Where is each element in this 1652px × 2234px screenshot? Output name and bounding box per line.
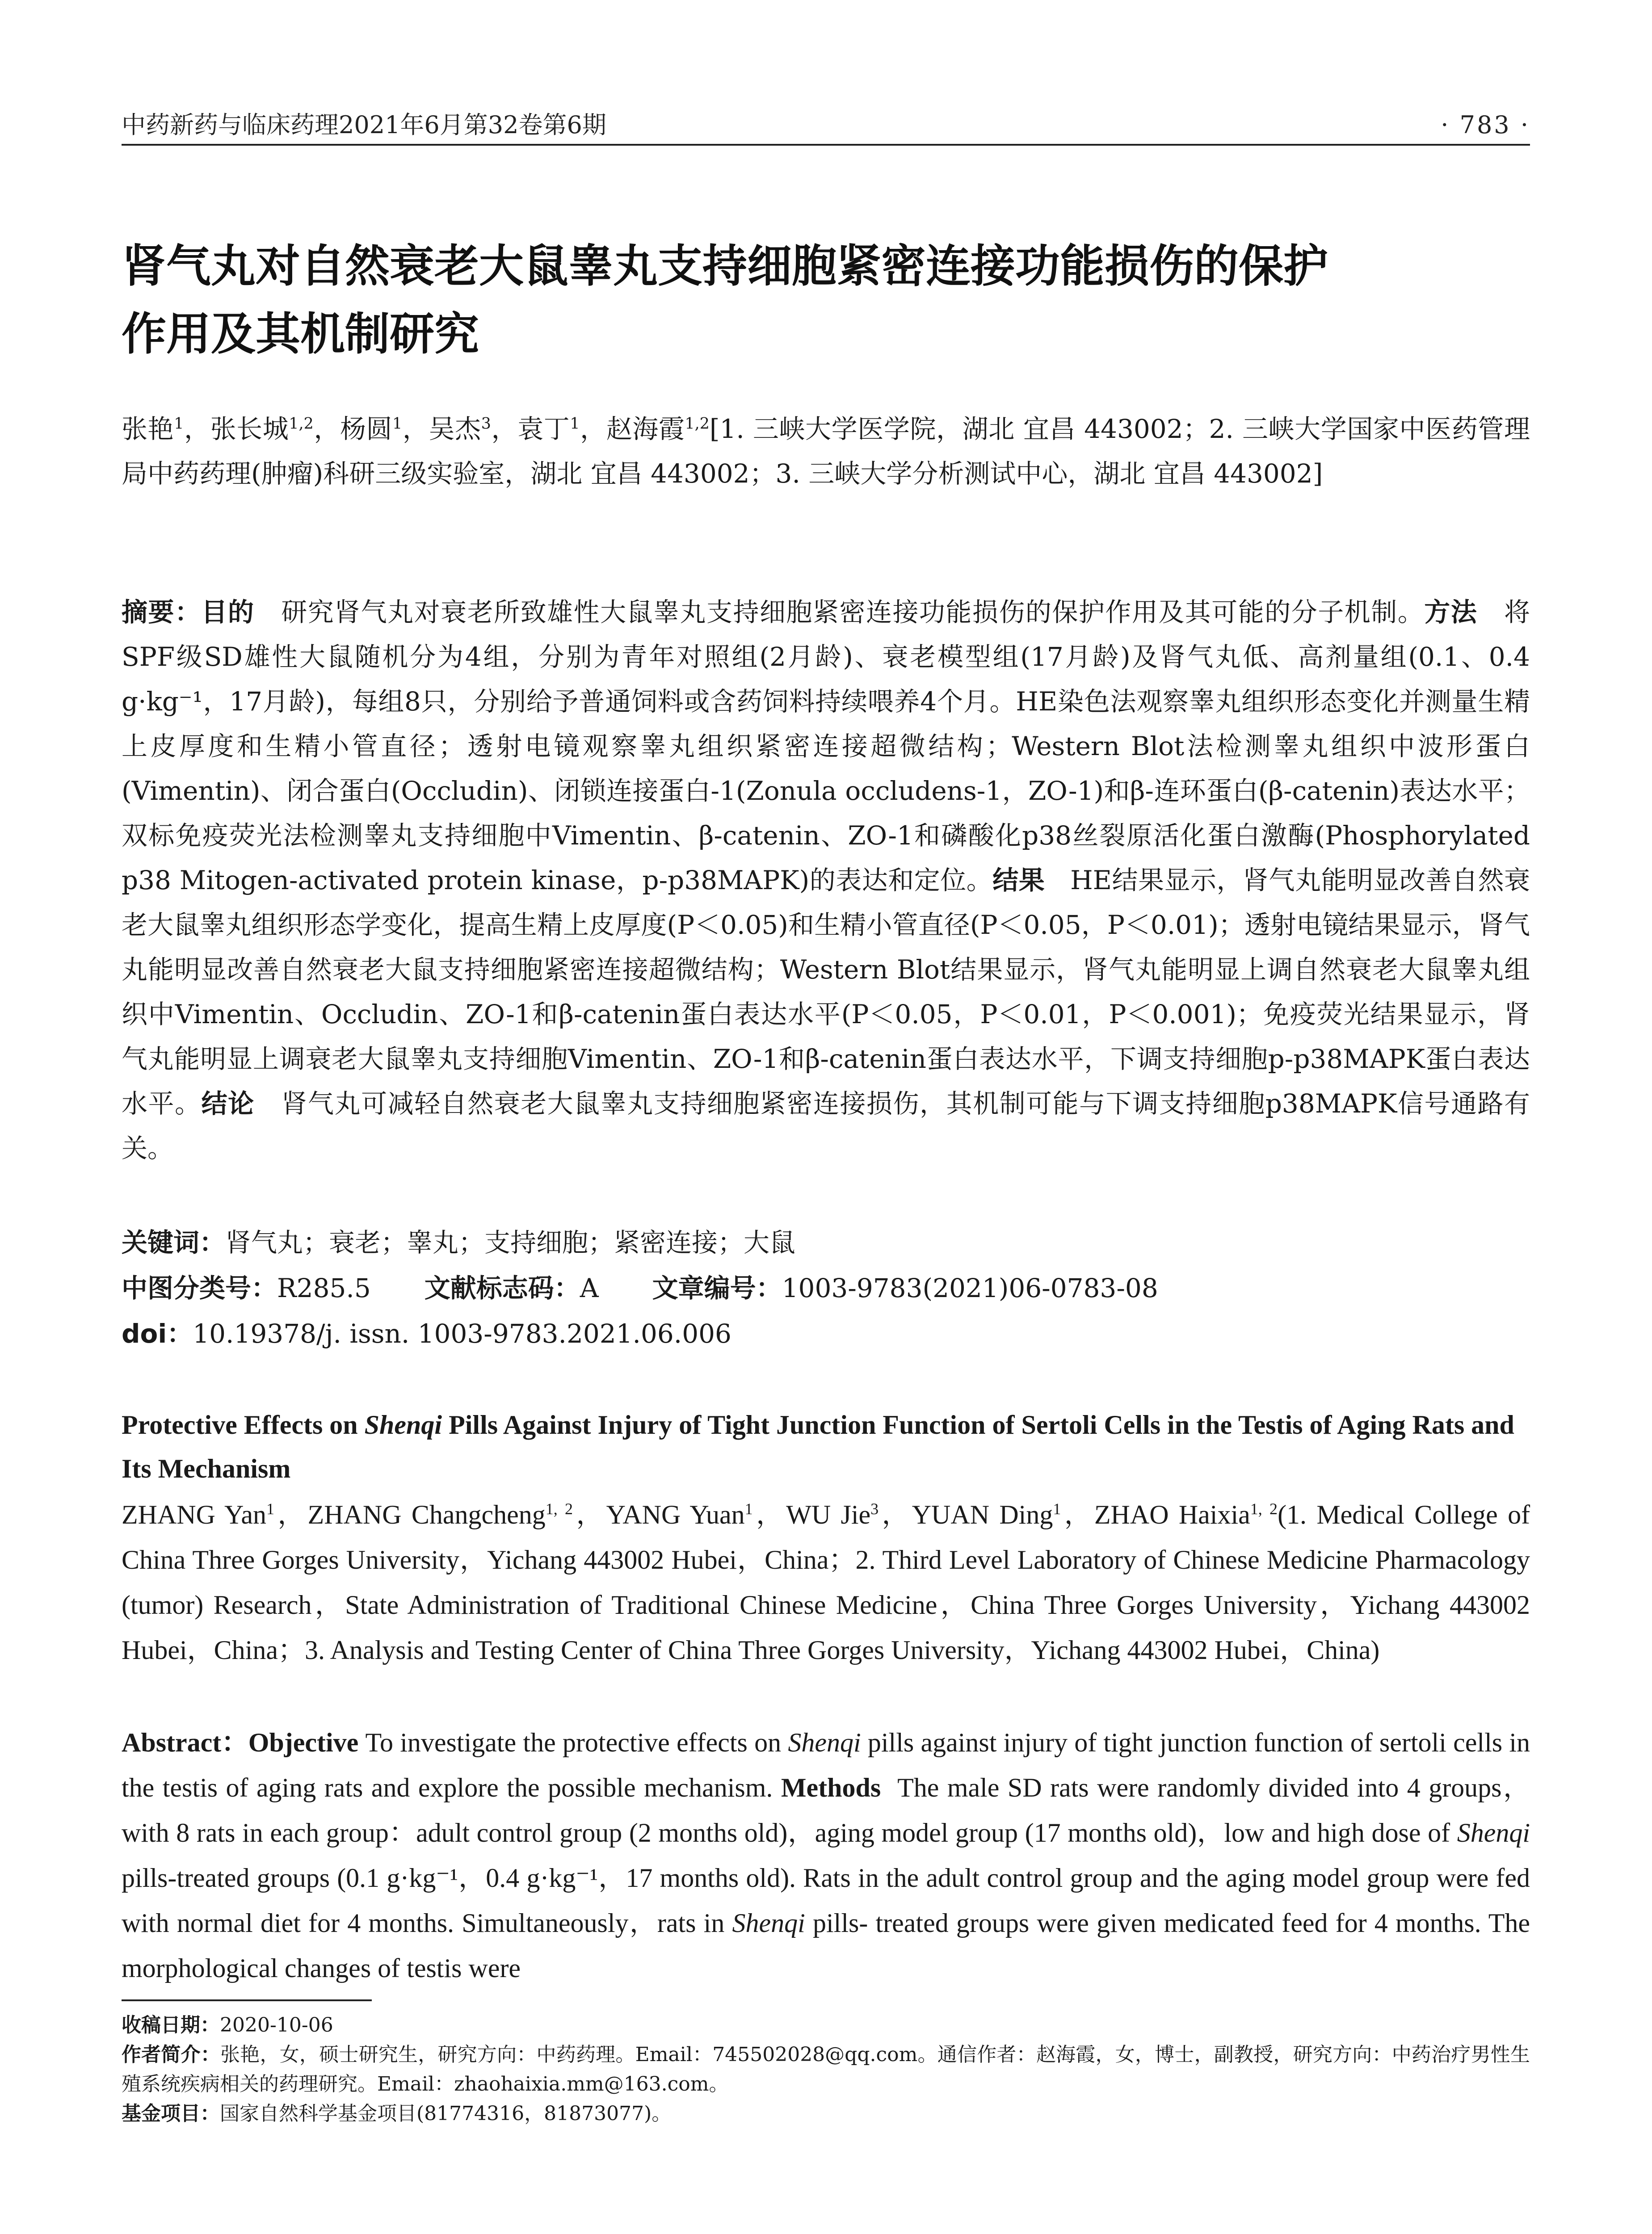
fund: 国家自然科学基金项目(81774316，81873077)。: [220, 2102, 672, 2125]
cn-author-affiliation: 1,2: [685, 415, 710, 433]
cn-author: 张长城: [210, 414, 289, 444]
en-title-italic: Shenqi: [364, 1410, 442, 1440]
english-abstract: [122, 1720, 1530, 1991]
cn-author-affiliation: 1: [570, 415, 580, 433]
cn-results-text: HE结果显示，肾气丸能明显改善自然衰老大鼠睾丸组织形态学变化，提高生精上皮厚度(P＜0.05)和生精小管直径(P＜0.05，P＜0.01)；透射电镜结果显示，肾气丸能明显改善自然衰老大鼠支持细胞紧密连接超微结构；Western Blot结果显示，肾气丸能明显上调自然衰老大鼠睾丸组织中Vimentin、Occludin、ZO-1和β-catenin蛋白表达水平(P＜0.05，P＜0.01，P＜0.001)；免疫荧光结果显示，肾气丸能明显上调衰老大鼠睾丸支持细胞Vimentin、ZO-1和β-catenin蛋白表达水平，下调支持细胞p-p38MAPK蛋白表达水平。: [122, 865, 1530, 1119]
en-title-text: Protective Effects on: [122, 1410, 365, 1440]
cn-author: 赵海霞: [606, 414, 685, 444]
cn-author: 张艳: [122, 414, 174, 444]
en-author-separator: ，: [752, 1500, 786, 1529]
en-author: ZHANG Changcheng: [307, 1500, 546, 1529]
chinese-abstract: [122, 590, 1530, 1171]
cn-author-affiliation: 1,2: [289, 415, 314, 433]
english-authors: [122, 1492, 1530, 1673]
en-author-separator: ，: [1061, 1500, 1094, 1529]
en-author-affiliation: 1: [266, 1500, 274, 1518]
cn-author-separator: ，: [491, 414, 518, 444]
article-number: 1003-9783(2021)06-0783-08: [782, 1273, 1158, 1303]
cn-objective-text: 研究肾气丸对衰老所致雄性大鼠睾丸支持细胞紧密连接功能损伤的保护作用及其可能的分子机制。: [281, 597, 1425, 627]
en-objective-label: Objective: [248, 1728, 359, 1757]
en-author-affiliation: 1, 2: [545, 1500, 573, 1518]
cn-objective-label: 目的: [201, 597, 255, 627]
chinese-authors: [122, 407, 1530, 496]
received-date: 2020-10-06: [220, 2014, 333, 2037]
cn-results-label: 结果: [992, 865, 1045, 895]
en-author: WU Jie: [786, 1500, 871, 1529]
en-author-affiliation: 3: [870, 1500, 879, 1518]
keywords-label: 关键词：: [122, 1227, 226, 1258]
clc-number: R285.5: [277, 1273, 371, 1303]
cn-author-separator: ，: [402, 414, 429, 444]
author-bio-label: 作者简介：: [122, 2043, 221, 2066]
document-code: A: [580, 1273, 599, 1303]
keywords: 肾气丸；衰老；睾丸；支持细胞；紧密连接；大鼠: [225, 1227, 796, 1258]
en-objective-italic: Shenqi: [788, 1728, 861, 1757]
received-date-line: [122, 2011, 1530, 2040]
en-affiliations: (1. Medical College of China Three Gorges University，Yichang 443002 Hubei，China；2. Third Level Laboratory of Chinese Medicine Pharmacology (tumor) Research，State Administration of Traditional Chinese Medicine，China Three Gorges University，Yichang 443002 Hubei，China；3. Analysis and Testing Center of China Three Gorges University，Yichang 443002 Hubei，China): [122, 1500, 1530, 1665]
cn-abstract-label: 摘要：: [122, 597, 202, 627]
en-author-affiliation: 1: [744, 1500, 753, 1518]
doi-line: [122, 1311, 1530, 1356]
en-methods-italic-2: Shenqi: [732, 1908, 805, 1938]
keywords-line: [122, 1220, 1530, 1265]
en-author-affiliation: 1: [1053, 1500, 1061, 1518]
cn-author-separator: ，: [313, 414, 340, 444]
fund-label: 基金项目：: [122, 2102, 220, 2125]
author-bio: 张艳，女，硕士研究生，研究方向：中药药理。Email：745502028@qq.com。通信作者：赵海霞，女，博士，副教授，研究方向：中药治疗男性生殖系统疾病相关的药理研究。Email：zhaohaixia.mm@163.com。: [122, 2043, 1530, 2095]
cn-author-affiliation: 3: [481, 415, 491, 433]
en-author: ZHANG Yan: [122, 1500, 266, 1529]
received-label: 收稿日期：: [122, 2014, 220, 2037]
doi: 10.19378/j. issn. 1003-9783.2021.06.006: [193, 1319, 731, 1349]
en-methods-label: Methods: [781, 1773, 881, 1802]
en-author-separator: ，: [573, 1500, 606, 1529]
cn-author-separator: ，: [184, 414, 210, 444]
author-bio-line: [122, 2040, 1530, 2099]
cn-author-affiliation: 1: [174, 415, 184, 433]
chinese-title-line-2: 作用及其机制研究: [122, 308, 479, 360]
en-abstract-label: Abstract：: [122, 1728, 248, 1757]
footnote-divider: [122, 1999, 372, 2001]
cn-author: 吴杰: [429, 414, 481, 444]
en-author-separator: ，: [274, 1500, 308, 1529]
english-title: [122, 1403, 1530, 1491]
footnotes: [122, 2011, 1530, 2129]
chinese-metadata: [122, 1220, 1530, 1356]
en-objective-text: To investigate the protective effects on: [365, 1728, 788, 1757]
cn-author-affiliation: 1: [392, 415, 403, 433]
cn-author-separator: ，: [580, 414, 606, 444]
cn-affiliations: [1. 三峡大学医学院，湖北 宜昌 443002；2. 三峡大学国家中医药管理局中药药理(肿瘤)科研三级实验室，湖北 宜昌 443002；3. 三峡大学分析测试中心，湖北 宜昌 443002]: [122, 414, 1530, 489]
classification-line: [122, 1265, 1530, 1311]
document-code-label: 文献标志码：: [424, 1273, 580, 1303]
en-methods-italic: Shenqi: [1457, 1818, 1530, 1848]
en-author: YUAN Ding: [912, 1500, 1053, 1529]
en-author-affiliation: 1, 2: [1250, 1500, 1278, 1518]
cn-conclusion-label: 结论: [201, 1088, 255, 1119]
chinese-title-line-1: 肾气丸对自然衰老大鼠睾丸支持细胞紧密连接功能损伤的保护: [122, 240, 1328, 292]
en-methods-text: The male SD rats were randomly divided into 4 groups，with 8 rats in each group：adult control group (2 months old)，aging model group (17 months old)，low and high dose of: [122, 1773, 1530, 1848]
en-methods-text-2: pills-treated groups (0.1 g·kg⁻¹，0.4 g·kg⁻¹，17 months old). Rats in the adult control group and the aging model group were fed with normal diet for 4 months. Simultaneously，rats in: [122, 1863, 1530, 1938]
en-title-text-rest: Pills Against Injury of Tight Junction Function of Sertoli Cells in the Testis of Aging Rats and Its Mechanism: [122, 1410, 1514, 1483]
page-number: · 783 ·: [1441, 111, 1530, 139]
article-number-label: 文章编号：: [652, 1273, 782, 1303]
en-author: YANG Yuan: [606, 1500, 745, 1529]
cn-methods-text: 将SPF级SD雄性大鼠随机分为4组，分别为青年对照组(2月龄)、衰老模型组(17月龄)及肾气丸低、高剂量组(0.1、0.4 g·kg⁻¹，17月龄)，每组8只，分别给予普通饲料或含药饲料持续喂养4个月。HE染色法观察睾丸组织形态变化并测量生精上皮厚度和生精小管直径；透射电镜观察睾丸组织紧密连接超微结构；Western Blot法检测睾丸组织中波形蛋白(Vimentin)、闭合蛋白(Occludin)、闭锁连接蛋白-1(Zonula occludens-1，ZO-1)和β-连环蛋白(β-catenin)表达水平；双标免疫荧光法检测睾丸支持细胞中Vimentin、β-catenin、ZO-1和磷酸化p38丝裂原活化蛋白激酶(Phosphorylated p38 Mitogen-activated protein kinase，p-p38MAPK)的表达和定位。: [122, 597, 1530, 895]
chinese-title: [122, 232, 1530, 368]
en-author-separator: ，: [879, 1500, 912, 1529]
cn-author: 杨圆: [340, 414, 393, 444]
doi-label: doi：: [122, 1319, 193, 1349]
en-author: ZHAO Haixia: [1094, 1500, 1250, 1529]
cn-conclusion-text: 肾气丸可减轻自然衰老大鼠睾丸支持细胞紧密连接损伤，其机制可能与下调支持细胞p38MAPK信号通路有关。: [122, 1088, 1530, 1163]
fund-line: [122, 2099, 1530, 2129]
running-head: [122, 106, 1530, 146]
cn-methods-label: 方法: [1424, 597, 1478, 627]
clc-label: 中图分类号：: [122, 1273, 277, 1303]
journal-issue: 中药新药与临床药理2021年6月第32卷第6期: [122, 111, 606, 139]
en-methods-text-3: pills- treated groups were given medicated feed for 4 months. The morphological changes of testis were: [122, 1908, 1530, 1983]
en-objective-text-rest: pills against injury of tight junction function of sertoli cells in the testis of aging rats and explore the possible mechanism.: [122, 1728, 1530, 1802]
cn-author: 袁丁: [517, 414, 570, 444]
